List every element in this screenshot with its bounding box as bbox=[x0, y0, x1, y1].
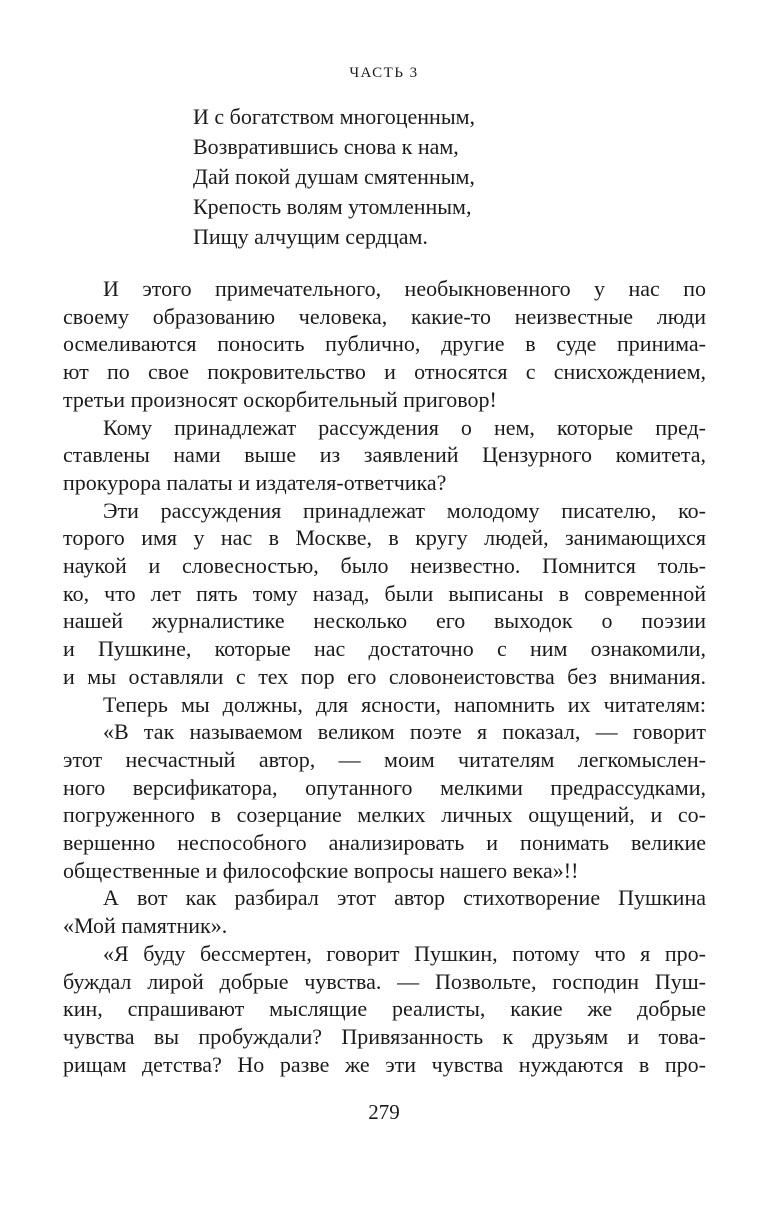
text-line: ко, что лет пять тому назад, были выписаны в современной bbox=[63, 580, 706, 606]
paragraph bbox=[63, 884, 706, 939]
text-line: торого имя у нас в Москве, в кругу людей, занимающихся bbox=[63, 525, 706, 551]
text-line: ставлены нами выше из заявлений Цензурного комитета, bbox=[63, 442, 706, 468]
paragraph bbox=[63, 718, 706, 884]
text-line: И этого примечательного, необыкновенного у нас по bbox=[103, 276, 706, 301]
text-line: и Пушкине, которые нас достаточно с ним ознакомили, bbox=[63, 636, 706, 662]
paragraph bbox=[63, 275, 706, 414]
page-number: 279 bbox=[368, 1100, 400, 1124]
paragraph bbox=[63, 940, 706, 1079]
text-line: нашей журналистике несколько его выходок о поэзии bbox=[63, 608, 706, 634]
text-line: этот несчастный автор, — моим читателям легкомыслен- bbox=[63, 746, 706, 772]
text-line: чувства вы пробуждали? Привязанность к друзьям и това- bbox=[63, 1023, 706, 1049]
verse-line: Крепость волям утомленным, bbox=[193, 194, 472, 219]
paragraph bbox=[63, 414, 706, 497]
text-line: Эти рассуждения принадлежат молодому писателю, ко- bbox=[103, 497, 706, 523]
body-text bbox=[63, 275, 706, 1078]
running-head: ЧАСТЬ 3 bbox=[349, 65, 419, 81]
text-line: осмеливаются поносить публично, другие в суде принима- bbox=[63, 331, 706, 357]
text-line: третьи произносят оскорбительный приговор! bbox=[63, 386, 497, 412]
text-line: рищам детства? Но разве же эти чувства нуждаются в про- bbox=[63, 1051, 706, 1077]
text-line: буждал лирой добрые чувства. — Позвольте, господин Пуш- bbox=[63, 968, 706, 994]
text-line: «В так называемом великом поэте я показал, — говорит bbox=[103, 719, 706, 745]
verse-line: Возвратившись снова к нам, bbox=[193, 134, 459, 159]
text-line: А вот как разбирал этот автор стихотворение Пушкина bbox=[103, 885, 706, 911]
verse bbox=[193, 102, 706, 252]
text-line: «Мой памятник». bbox=[63, 913, 228, 939]
text-line: и мы оставляли с тех пор его словонеистовства без внимания. bbox=[63, 663, 706, 689]
text-line: Теперь мы должны, для ясности, напомнить их читателям: bbox=[103, 691, 706, 717]
text-line: ного версификатора, опутанного мелкими предрассудками, bbox=[63, 774, 706, 800]
text-line: кин, спрашивают мыслящие реалисты, какие же добрые bbox=[63, 996, 706, 1022]
text-line: прокурора палаты и издателя-ответчика? bbox=[63, 469, 447, 495]
text-line: погруженного в созерцание мелких личных ощущений, и со- bbox=[63, 802, 706, 828]
paragraph bbox=[63, 691, 706, 719]
text-block bbox=[63, 102, 706, 1078]
verse-line: Дай покой душам смятенным, bbox=[193, 164, 475, 189]
text-line: наукой и словесностью, было неизвестно. Помнится толь- bbox=[63, 553, 706, 579]
text-line: своему образованию человека, какие-то неизвестные люди bbox=[63, 303, 706, 329]
verse-line: И с богатством многоценным, bbox=[193, 104, 476, 129]
text-line: Кому принадлежат рассуждения о нем, которые пред- bbox=[103, 414, 706, 440]
verse-line: Пищу алчущим сердцам. bbox=[193, 224, 428, 249]
text-line: вершенно неспособного анализировать и понимать великие bbox=[63, 830, 706, 856]
text-line: «Я буду бессмертен, говорит Пушкин, потому что я про- bbox=[103, 940, 706, 966]
text-line: ют по свое покровительство и относятся с снисхождением, bbox=[63, 359, 706, 385]
text-line: общественные и философские вопросы нашего века»!! bbox=[63, 857, 579, 883]
paragraph bbox=[63, 497, 706, 691]
